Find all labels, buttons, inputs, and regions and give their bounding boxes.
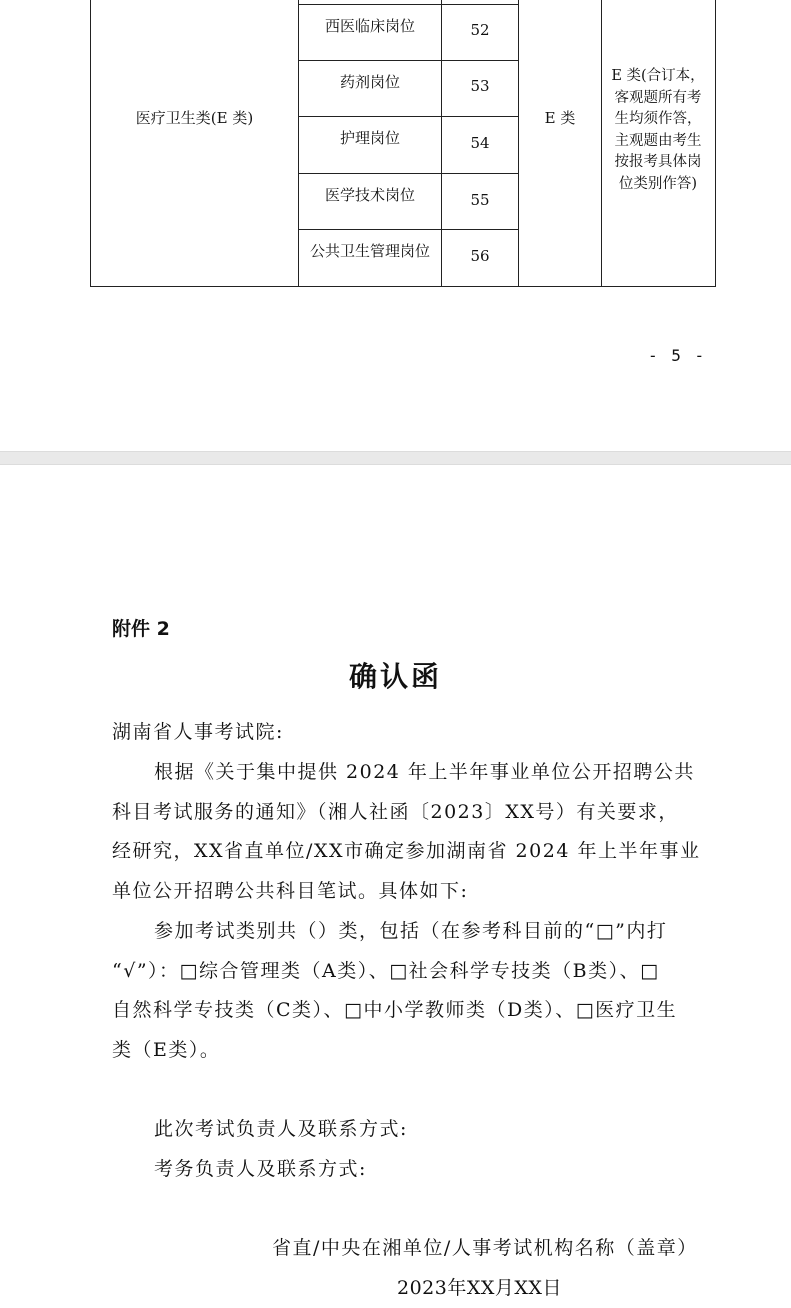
note-line: E 类(合订本， bbox=[611, 68, 705, 84]
attachment-label: 附件 2 bbox=[112, 618, 170, 640]
note-line: 按报考具体岗 bbox=[614, 154, 702, 170]
body-line: 参加考试类别共（）类，包括（在参考科目前的“□”内打 bbox=[154, 920, 668, 942]
note-line: 位类别作答) bbox=[618, 175, 698, 192]
note-line: 主观题由考生 bbox=[614, 132, 702, 149]
page-number: - 5 - bbox=[648, 346, 707, 365]
body-line: 类（E类）。 bbox=[112, 1039, 221, 1061]
position-name: 公共卫生管理岗位 bbox=[309, 241, 430, 260]
position-code: 55 bbox=[470, 191, 490, 209]
note-line: 客观题所有考 bbox=[614, 89, 702, 106]
table-border-bottom bbox=[90, 286, 716, 287]
position-name: 药剂岗位 bbox=[339, 72, 400, 91]
position-code: 52 bbox=[470, 21, 490, 39]
table-border-right bbox=[715, 0, 716, 287]
note-line: 生均须作答， bbox=[614, 111, 702, 127]
body-line: 自然科学专技类（C类）、□中小学教师类（D类）、□医疗卫生 bbox=[112, 999, 678, 1021]
body-line: 根据《关于集中提供 2024 年上半年事业单位公开招聘公共 bbox=[154, 761, 695, 783]
signature-date: 2023年XX月XX日 bbox=[397, 1277, 562, 1299]
position-code: 54 bbox=[470, 134, 490, 152]
position-code: 56 bbox=[470, 247, 490, 265]
exam-affairs-contact-line: 考务负责人及联系方式: bbox=[154, 1158, 367, 1180]
exam-type-cell: E 类 bbox=[544, 108, 576, 127]
salutation: 湖南省人事考试院: bbox=[112, 721, 284, 743]
signature-organization: 省直/中央在湘单位/人事考试机构名称（盖章） bbox=[272, 1237, 698, 1259]
position-name: 医学技术岗位 bbox=[324, 185, 415, 204]
exam-note-cell bbox=[601, 66, 715, 195]
position-name: 护理岗位 bbox=[339, 128, 400, 147]
body-line: 科目考试服务的通知》（湘人社函〔2023〕XX号）有关要求， bbox=[112, 801, 679, 823]
body-line: 经研究，XX省直单位/XX市确定参加湖南省 2024 年上半年事业 bbox=[112, 840, 701, 862]
body-line: “√”）：□综合管理类（A类）、□社会科学专技类（B类）、□ bbox=[112, 960, 660, 982]
table-divider-3 bbox=[518, 0, 519, 287]
body-line: 单位公开招聘公共科目笔试。具体如下: bbox=[112, 880, 469, 902]
doc-title: 确认函 bbox=[348, 660, 442, 693]
category-cell: 医疗卫生类(E 类) bbox=[135, 108, 254, 127]
page-separator bbox=[0, 451, 791, 465]
position-code: 53 bbox=[470, 77, 490, 95]
contact-person-line: 此次考试负责人及联系方式: bbox=[154, 1118, 408, 1140]
position-name: 西医临床岗位 bbox=[324, 16, 415, 35]
